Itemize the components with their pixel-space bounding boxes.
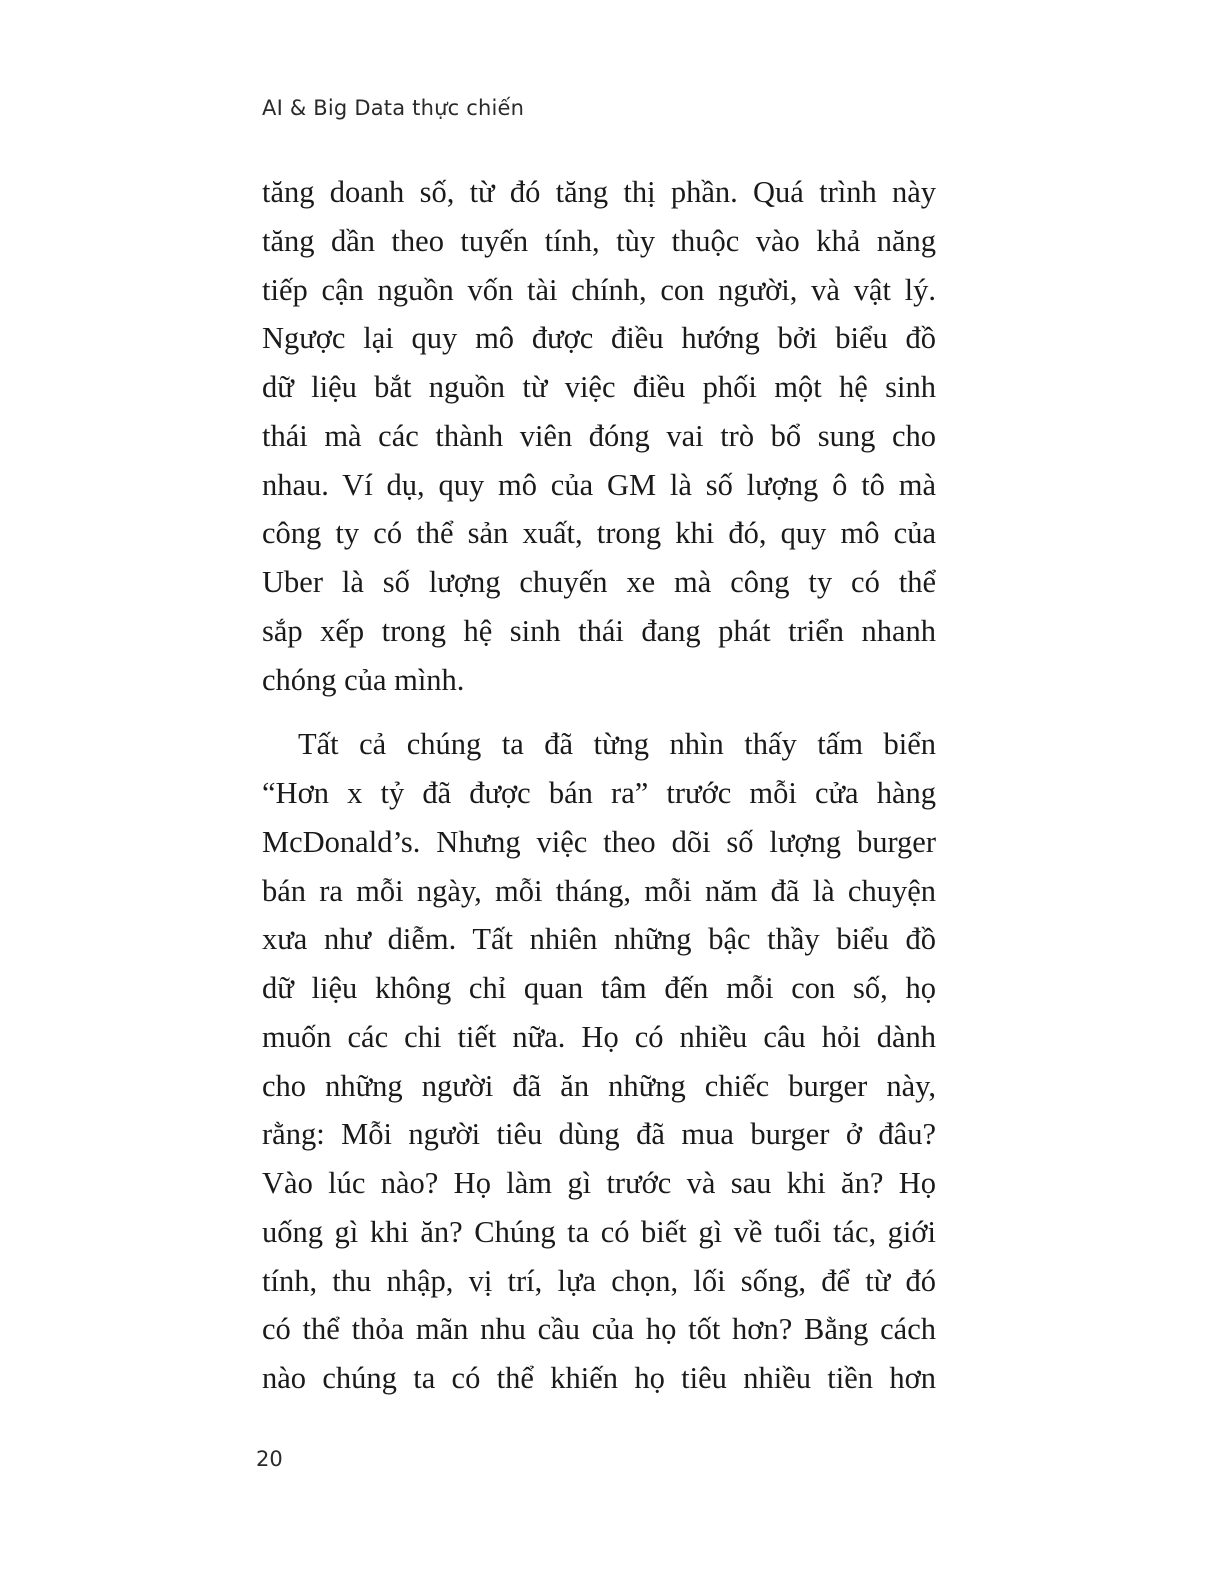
paragraph-2 bbox=[262, 720, 936, 1403]
text-line: bán ra mỗi ngày, mỗi tháng, mỗi năm đã là chuyện bbox=[262, 873, 936, 908]
text-line: dữ liệu bắt nguồn từ việc điều phối một hệ sinh bbox=[262, 370, 936, 404]
text-line: “Hơn x tỷ đã được bán ra” trước mỗi cửa hàng bbox=[262, 776, 936, 810]
text-line: dữ liệu không chỉ quan tâm đến mỗi con số, họ bbox=[262, 971, 936, 1005]
text-line: sắp xếp trong hệ sinh thái đang phát triển nhanh bbox=[262, 613, 936, 648]
text-line: chóng của mình. bbox=[262, 662, 465, 697]
page-number: 20 bbox=[256, 1447, 283, 1471]
text-line: McDonald’s. Nhưng việc theo dõi số lượng burger bbox=[262, 824, 936, 859]
text-line: Tất cả chúng ta đã từng nhìn thấy tấm biển bbox=[298, 727, 936, 762]
text-line: tăng dần theo tuyến tính, tùy thuộc vào khả năng bbox=[262, 223, 936, 258]
text-line: Vào lúc nào? Họ làm gì trước và sau khi ăn? Họ bbox=[262, 1166, 936, 1200]
body-text bbox=[262, 168, 936, 1403]
text-line: uống gì khi ăn? Chúng ta có biết gì về tuổi tác, giới bbox=[262, 1214, 936, 1249]
text-line: thái mà các thành viên đóng vai trò bổ sung cho bbox=[262, 418, 936, 453]
text-line: nhau. Ví dụ, quy mô của GM là số lượng ô tô mà bbox=[262, 467, 936, 502]
text-line: tăng doanh số, từ đó tăng thị phần. Quá trình này bbox=[262, 175, 936, 209]
paragraph-1 bbox=[262, 168, 936, 704]
running-header-title: AI & Big Data thực chiến bbox=[262, 96, 525, 120]
text-line: tiếp cận nguồn vốn tài chính, con người, và vật lý. bbox=[262, 272, 936, 307]
text-line: Uber là số lượng chuyến xe mà công ty có thể bbox=[262, 565, 936, 599]
text-line: cho những người đã ăn những chiếc burger này, bbox=[262, 1068, 936, 1103]
text-line: công ty có thể sản xuất, trong khi đó, quy mô của bbox=[262, 516, 936, 551]
text-line: có thể thỏa mãn nhu cầu của họ tốt hơn? Bằng cách bbox=[262, 1312, 936, 1347]
text-line: rằng: Mỗi người tiêu dùng đã mua burger ở đâu? bbox=[262, 1117, 936, 1152]
text-line: nào chúng ta có thể khiến họ tiêu nhiều tiền hơn bbox=[262, 1361, 936, 1395]
text-line: Ngược lại quy mô được điều hướng bởi biểu đồ bbox=[262, 321, 936, 356]
text-line: tính, thu nhập, vị trí, lựa chọn, lối sống, để từ đó bbox=[262, 1263, 936, 1298]
text-line: xưa như diễm. Tất nhiên những bậc thầy biểu đồ bbox=[262, 922, 936, 957]
text-line: muốn các chi tiết nữa. Họ có nhiều câu hỏi dành bbox=[262, 1019, 936, 1054]
